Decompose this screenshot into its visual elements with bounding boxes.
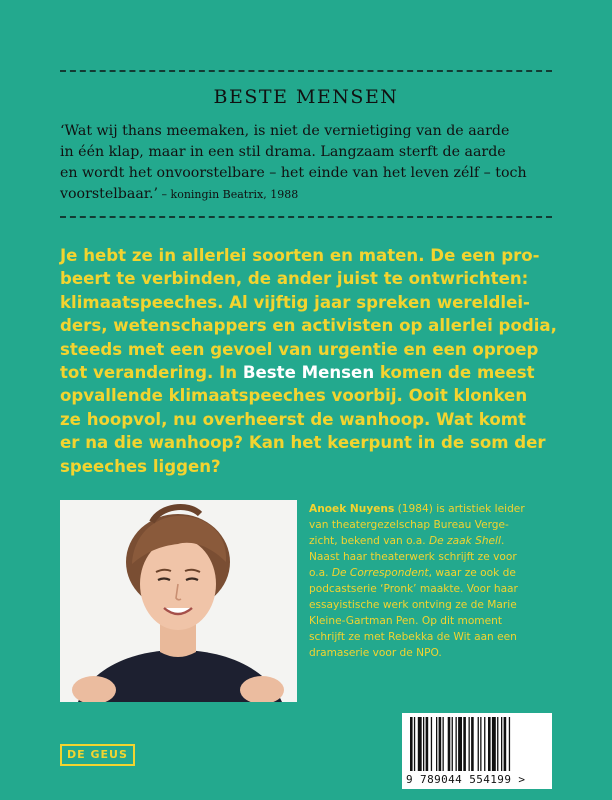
- book-title: BESTE MENSEN: [213, 86, 399, 108]
- blurb-line-with-title: [60, 361, 560, 384]
- blurb-line: speeches liggen?: [60, 456, 221, 476]
- quote-line: voorstelbaar.’: [60, 186, 159, 202]
- blurb-line: er na die wanhoop? Kan het keerpunt in de som der: [60, 433, 546, 453]
- author-name: Anoek Nuyens: [309, 503, 395, 515]
- barcode-bar: [418, 717, 422, 771]
- bio-line: schrijft ze met Rebekka de Wit aan een: [309, 631, 517, 643]
- bio-line: [309, 501, 559, 517]
- barcode-bar: [456, 717, 457, 771]
- barcode-bar: [410, 717, 413, 771]
- blurb-line: steeds met een gevoel van urgentie en een oproep: [60, 339, 539, 359]
- bio-fragment: , waar ze ook de: [428, 567, 516, 579]
- author-photo-illustration: [60, 500, 297, 702]
- barcode-bar: [414, 717, 415, 771]
- barcode-bar: [469, 717, 470, 771]
- barcode-bar: [497, 717, 498, 771]
- barcode-bar: [480, 717, 481, 771]
- blurb-line: opvallende klimaatspeeches voorbij. Ooit klonken: [60, 386, 528, 406]
- barcode-bar: [443, 717, 444, 771]
- barcode-bar: [431, 717, 432, 771]
- barcode-bar: [492, 717, 496, 771]
- bio-fragment: o.a.: [309, 567, 332, 579]
- blurb-line: beert te verbinden, de ander juist te ontwrichten:: [60, 269, 529, 289]
- isbn-quiet-zone-mark: >: [518, 773, 526, 786]
- bio-line: Kleine-Gartman Pen. Op dit moment: [309, 615, 502, 627]
- blurb-line: klimaatspeeches. Al vijftig jaar spreken wereldlei-: [60, 292, 530, 312]
- blurb-line: Je hebt ze in allerlei soorten en maten. De een pro-: [60, 246, 540, 265]
- top-dashed-rule: [60, 70, 552, 72]
- isbn-number: [406, 773, 550, 786]
- barcode-bar: [509, 717, 510, 771]
- bio-publication-title: De Correspondent: [331, 567, 429, 579]
- barcode-bar: [439, 717, 442, 771]
- author-bio: [309, 501, 559, 661]
- barcode-bar: [458, 717, 462, 771]
- barcode-bar: [484, 717, 485, 771]
- isbn-barcode: [402, 713, 552, 789]
- blurb-fragment: tot verandering. In: [60, 363, 243, 383]
- bio-fragment: (1984) is artistiek leider: [394, 503, 525, 515]
- quote-attribution: – koningin Beatrix, 1988: [158, 188, 299, 201]
- blurb-line: ze hoopvol, nu overheerst de wanhoop. Wat komt: [60, 409, 526, 429]
- barcode-bar: [452, 717, 453, 771]
- barcode-bar: [423, 717, 424, 771]
- bio-work-title: De zaak Shell: [429, 535, 501, 547]
- blurb-fragment: komen de meest: [374, 363, 535, 383]
- blurb-text: [60, 244, 560, 478]
- barcode-bars: [402, 713, 552, 773]
- bio-line: Naast haar theaterwerk schrijft ze voor: [309, 551, 517, 563]
- barcode-bar: [448, 717, 451, 771]
- bio-line: [309, 533, 559, 549]
- epigraph-quote: [60, 121, 560, 205]
- author-photo: [60, 500, 297, 702]
- quote-last-line: [60, 184, 560, 205]
- bottom-dashed-rule: [60, 216, 552, 218]
- bio-line: [309, 565, 559, 581]
- quote-line: in één klap, maar in een stil drama. Langzaam sterft de aarde: [60, 144, 506, 160]
- barcode-bar: [488, 717, 491, 771]
- blurb-title-highlight: Beste Mensen: [242, 363, 375, 383]
- quote-line: ‘Wat wij thans meemaken, is niet de vernietiging van de aarde: [60, 123, 510, 139]
- publisher-logo: DE GEUS: [60, 744, 135, 766]
- bio-fragment: .: [500, 535, 505, 547]
- barcode-bar: [436, 717, 437, 771]
- barcode-bar: [478, 717, 479, 771]
- bio-line: van theatergezelschap Bureau Verge-: [309, 519, 509, 531]
- barcode-bar: [504, 717, 507, 771]
- barcode-bar: [463, 717, 466, 771]
- isbn-digits: 9 789044 554199: [406, 773, 512, 786]
- bio-line: podcastserie ‘Pronk’ maakte. Voor haar: [309, 583, 518, 595]
- blurb-line: ders, wetenschappers en activisten op allerlei podia,: [60, 316, 557, 336]
- barcode-bar: [471, 717, 474, 771]
- bio-line: essayistische werk ontving ze de Marie: [309, 599, 517, 611]
- bio-line: dramaserie voor de NPO.: [309, 647, 442, 659]
- barcode-bar: [426, 717, 429, 771]
- quote-line: en wordt het onvoorstelbare – het einde van het leven zélf – toch: [60, 165, 527, 181]
- bio-fragment: zicht, bekend van o.a.: [309, 535, 429, 547]
- barcode-bar: [501, 717, 502, 771]
